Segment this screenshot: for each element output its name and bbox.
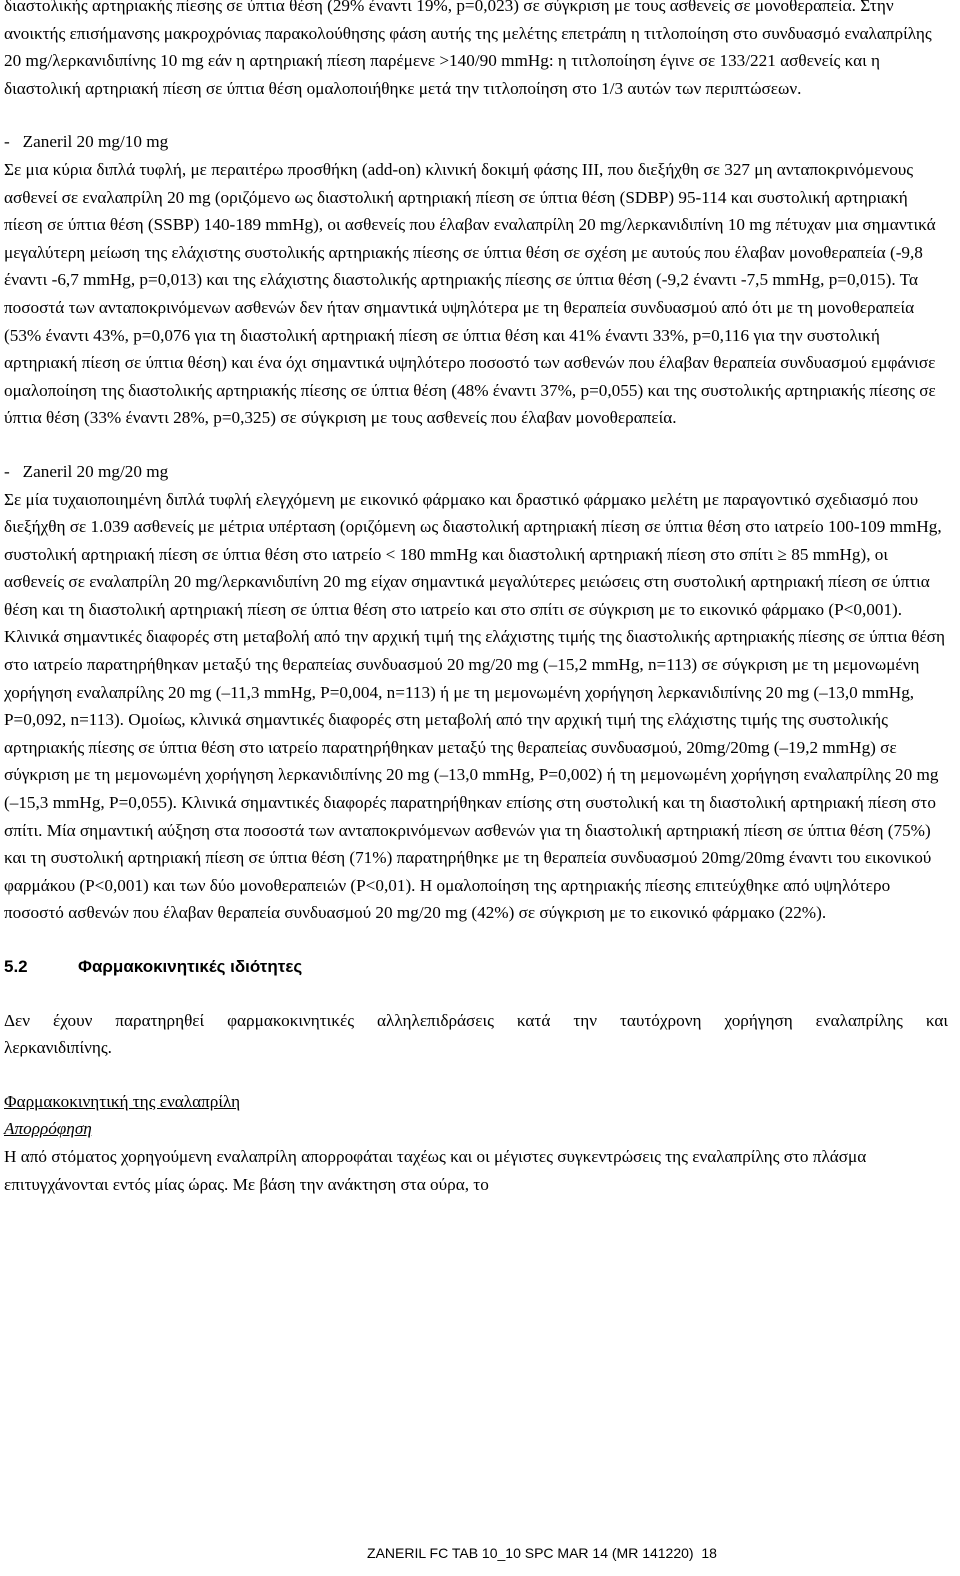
paragraph-zaneril-20-20: Σε μία τυχαιοποιημένη διπλά τυφλή ελεγχόμενη με εικονικό φάρμακο και δραστικό φάρμακο μελέτη με παραγοντικό σχεδιασμό που διεξήχθη σε 1.039 ασθενείς με μέτρια υπέρταση (οριζόμενη ως διαστολική αρτηριακή πίεση σε ύπτια θέση στο ιατρείο 100-109 mmHg, συστολική αρτηριακή πίεση σε ύπτια θέση στο ιατρείο < 180 mmHg και διαστολική αρτηριακή πίεση στο σπίτι ≥ 85 mmHg), οι ασθενείς σε εναλαπρίλη 20 mg/λερκανιδιπίνη 20 mg είχαν σημαντικά μεγαλύτερες μειώσεις στη συστολική αρτηριακή πίεση σε ύπτια θέση και τη διαστολική αρτηριακή πίεση σε ύπτια θέση στο ιατρείο και στο σπίτι σε σύγκριση με το εικονικό φάρμακο (P<0,001). Κλινικά σημαντικές διαφορές στη μεταβολή από την αρχική τιμή της ελάχιστης τιμής της διαστολικής αρτηριακής πίεσης σε ύπτια θέση στο ιατρείο παρατηρήθηκαν μεταξύ της θεραπείας συνδυασμού 20 mg/20 mg (–15,2 mmHg, n=113) σε σύγκριση με τη μεμονωμένη χορήγηση εναλαπρίλης 20 mg (–11,3 mmHg, P=0,004, n=113) ή με τη μεμονωμένη χορήγηση λερκανιδιπίνης 20 mg (–13,0 mmHg, P=0,092, n=113). Ομοίως, κλινικά σημαντικές διαφορές στη μεταβολή από την αρχική τιμή της ελάχιστης τιμής της συστολικής αρτηριακής πίεσης σε ύπτια θέση στο ιατρείο παρατηρήθηκαν μεταξύ της θεραπείας συνδυασμού, 20mg/20mg (–19,2 mmHg) σε σύγκριση με τη μεμονωμένη χορήγηση λερκανιδιπίνης 20 mg (–13,0 mmHg, P=0,002) ή τη μεμονωμένη χορήγηση εναλαπρίλης 20 mg (–15,3 mmHg, P=0,055). Κλινικά σημαντικές διαφορές παρατηρήθηκαν επίσης στη συστολική και τη διαστολική αρτηριακή πίεση στο σπίτι. Μία σημαντική αύξηση στα ποσοστά των ανταποκρινόμενων ασθενών για τη διαστολική αρτηριακή πίεση σε ύπτια θέση (75%) και τη συστολική αρτηριακή πίεση σε ύπτια θέση (71%) παρατηρήθηκε με τη θεραπεία συνδυασμού 20mg/20mg έναντι του εικονικού φαρμάκου (P<0,001) και των δύο μονοθεραπειών (P<0,01). Η ομαλοποίηση της αρτηριακής πίεσης επιτεύχθηκε από υψηλότερο ποσοστό ασθενών που έλαβαν θεραπεία συνδυασμού 20 mg/20 mg (42%) σε σύγκριση με το εικονικό φάρμακο (22%). xyxy=(4,489,945,923)
spacer xyxy=(4,102,948,128)
spacer xyxy=(4,432,948,458)
subheading-absorption: Απορρόφηση xyxy=(4,1119,92,1139)
page-footer xyxy=(0,1544,960,1562)
paragraph-zaneril-20-10: Σε μια κύρια διπλά τυφλή, με περαιτέρω προσθήκη (add-on) κλινική δοκιμή φάσης ΙΙΙ, που διεξήχθη σε 327 μη ανταποκρινόμενους ασθενεί σε εναλαπρίλη 20 mg (οριζόμενο ως διαστολική αρτηριακή πίεση σε ύπτια θέση (SDBP) 95-114 και συστολική αρτηριακή πίεση σε ύπτια θέση (SSBP) 140-189 mmHg), οι ασθενείς που έλαβαν εναλαπρίλη 20 mg/λερκανιδιπίνη 10 mg πέτυχαν μια σημαντικά μεγαλύτερη μείωση της ελάχιστης συστολικής αρτηριακής πίεσης σε ύπτια θέση σε σχέση με αυτούς που έλαβαν μονοθεραπεία (-9,8 έναντι -6,7 mmHg, p=0,013) και της ελάχιστης διαστολικής αρτηριακής πίεσης σε ύπτια θέση (-9,2 έναντι -7,5 mmHg, p=0,015). Τα ποσοστά των ανταποκρινόμενων ασθενών δεν ήταν σημαντικά υψηλότερα με τη θεραπεία συνδυασμού από ότι με τη μονοθεραπεία (53% έναντι 43%, p=0,076 για τη διαστολική αρτηριακή πίεση σε ύπτια θέση και 41% έναντι 33%, p=0,116 για την συστολική αρτηριακή πίεση σε ύπτια θέση) και ένα όχι σημαντικά υψηλότερο ποσοστό των ασθενών που έλαβαν θεραπεία συνδυασμού εμφάνισε ομαλοποίηση της διαστολικής αρτηριακής πίεσης σε ύπτια θέση (48% έναντι 37%, p=0,055) και της συστολικής αρτηριακής πίεσης σε ύπτια θέση (33% έναντι 28%, p=0,325) σε σύγκριση με τους ασθενείς που έλαβαν μονοθεραπεία. xyxy=(4,159,936,428)
intro-paragraph: διαστολικής αρτηριακής πίεσης σε ύπτια θέση (29% έναντι 19%, p=0,023) σε σύγκριση με τους ασθενείς σε μονοθεραπεία. Στην ανοικτής επισήμανσης μακροχρόνιας παρακολούθησης φάση αυτής της μελέτης επετράπη η τιτλοποίηση στο συνδυασμό εναλαπρίλης 20 mg/λερκανιδιπίνης 10 mg εάν η αρτηριακή πίεση παρέμενε >140/90 mmHg: η τιτλοποίηση έγινε σε 133/221 ασθενείς και η διαστολική αρτηριακή πίεση σε ύπτια θέση ομαλοποιήθηκε μετά την τιτλοποίηση στο 1/3 αυτών των περιπτώσεων. xyxy=(4,0,932,98)
section-title: Φαρμακοκινητικές ιδιότητες xyxy=(78,957,303,976)
pk-interaction-paragraph: Δεν έχουν παρατηρηθεί φαρμακοκινητικές αλληλεπιδράσεις κατά την ταυτόχρονη χορήγηση εναλαπρίλης και λερκανιδιπίνης. xyxy=(4,1010,948,1058)
heading-zaneril-20-20: - Zaneril 20 mg/20 mg xyxy=(4,461,169,481)
section-number: 5.2 xyxy=(4,957,28,976)
absorption-paragraph: Η από στόματος χορηγούμενη εναλαπρίλη απορροφάται ταχέως και οι μέγιστες συγκεντρώσεις της εναλαπρίλης στο πλάσμα επιτυγχάνονται εντός μίας ώρας. Με βάση την ανάκτηση στα ούρα, το xyxy=(4,1146,867,1194)
spacer xyxy=(4,1062,948,1088)
subheading-pk-enalapril: Φαρμακοκινητική της εναλαπρίλη xyxy=(4,1091,241,1111)
heading-zaneril-20-10: - Zaneril 20 mg/10 mg xyxy=(4,132,169,152)
footer-text: ZANERIL FC TAB 10_10 SPC MAR 14 (MR 141220) 18 xyxy=(367,1545,717,1561)
document-page xyxy=(4,0,948,1198)
spacer xyxy=(4,981,948,1007)
spacer xyxy=(4,927,948,953)
section-heading xyxy=(4,953,948,981)
